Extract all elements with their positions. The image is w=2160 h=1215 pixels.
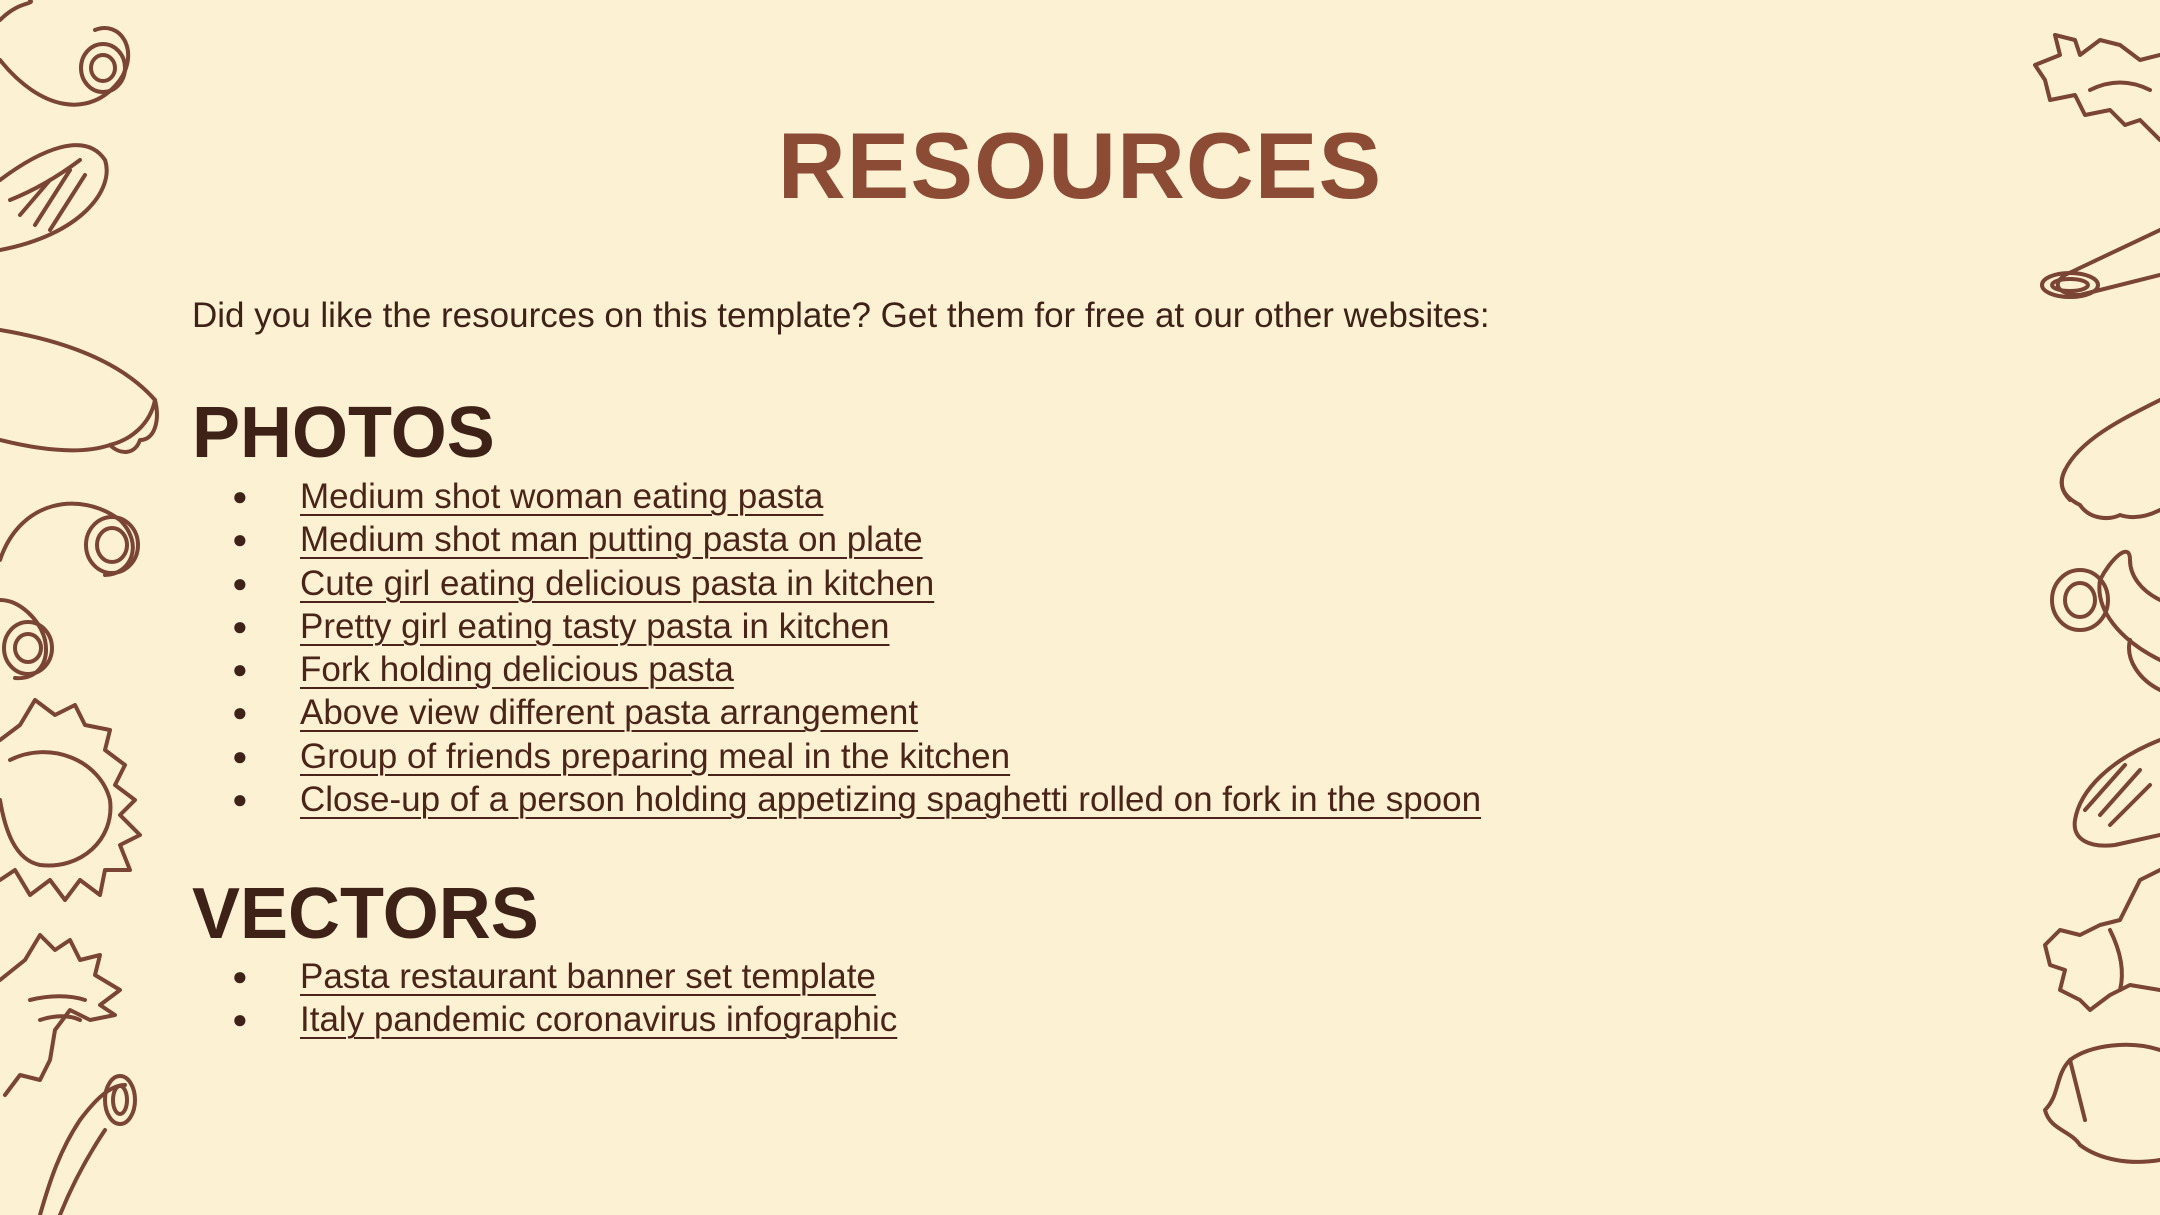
ravioli-icon bbox=[0, 700, 140, 900]
penne-icon bbox=[2042, 230, 2160, 297]
list-item bbox=[192, 778, 1481, 821]
bullet: ● bbox=[232, 697, 248, 728]
vectors-heading: VECTORS bbox=[192, 874, 539, 954]
bullet: ● bbox=[232, 481, 248, 511]
list-item bbox=[192, 998, 897, 1041]
bullet: ● bbox=[232, 961, 248, 991]
resource-link[interactable]: Italy pandemic coronavirus infographic bbox=[300, 1000, 898, 1040]
dumpling-icon bbox=[2062, 400, 2160, 518]
bullet: ● bbox=[232, 1004, 248, 1035]
resource-link[interactable]: Group of friends preparing meal in the kitchen bbox=[300, 736, 1011, 776]
farfalle-icon bbox=[0, 935, 120, 1095]
bullet: ● bbox=[232, 740, 248, 771]
macaroni-icon bbox=[0, 504, 138, 679]
list-item bbox=[192, 518, 1481, 561]
resource-link[interactable]: Above view different pasta arrangement bbox=[300, 693, 919, 733]
penne-icon bbox=[40, 1076, 135, 1215]
bullet: ● bbox=[232, 610, 248, 641]
farfalle-icon bbox=[2045, 870, 2160, 1010]
list-item bbox=[192, 605, 1481, 648]
list-item bbox=[192, 691, 1481, 734]
intro-text: Did you like the resources on this template? Get them for free at our other websites: bbox=[192, 296, 1490, 335]
list-item bbox=[192, 955, 897, 998]
bullet: ● bbox=[232, 784, 248, 815]
resource-link[interactable]: Pretty girl eating tasty pasta in kitchen bbox=[300, 606, 890, 646]
photos-link-list bbox=[192, 475, 1481, 821]
bullet: ● bbox=[232, 567, 248, 598]
bullet: ● bbox=[232, 524, 248, 555]
resource-link[interactable]: Medium shot man putting pasta on plate bbox=[300, 520, 923, 560]
resource-link[interactable]: Close-up of a person holding appetizing spaghetti rolled on fork in the spoon bbox=[300, 780, 1482, 820]
bullet: ● bbox=[232, 654, 248, 685]
page-title: RESOURCES bbox=[777, 113, 1383, 218]
resource-link[interactable]: Fork holding delicious pasta bbox=[300, 650, 734, 690]
list-item bbox=[192, 562, 1481, 605]
resource-link[interactable]: Medium shot woman eating pasta bbox=[300, 477, 824, 516]
resource-link[interactable]: Cute girl eating delicious pasta in kitchen bbox=[300, 563, 935, 603]
macaroni-icon bbox=[2052, 552, 2160, 690]
vectors-link-list bbox=[192, 955, 897, 1042]
macaroni-icon bbox=[0, 0, 128, 105]
list-item bbox=[192, 735, 1481, 778]
dumpling-icon bbox=[2075, 740, 2160, 846]
list-item bbox=[192, 648, 1481, 691]
photos-heading: PHOTOS bbox=[192, 393, 495, 473]
dumpling-icon bbox=[2045, 1045, 2160, 1162]
resource-link[interactable]: Pasta restaurant banner set template bbox=[300, 957, 876, 996]
dumpling-icon bbox=[0, 330, 157, 452]
list-item bbox=[192, 475, 1481, 518]
